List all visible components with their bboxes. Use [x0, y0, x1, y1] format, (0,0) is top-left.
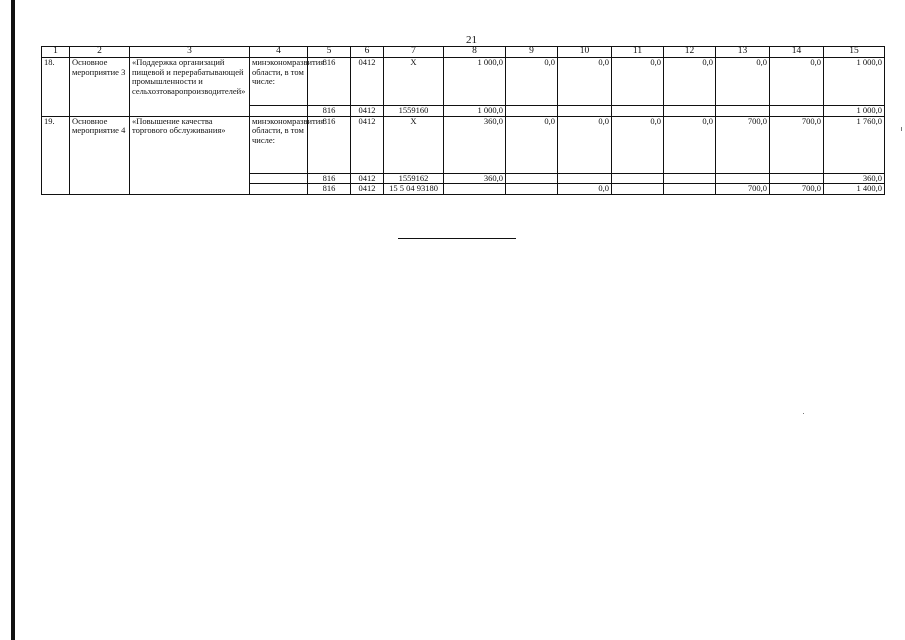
- total-cell: 1 000,0: [824, 106, 885, 117]
- total-cell: 1 000,0: [824, 58, 885, 106]
- amount-cell: 1 000,0: [444, 106, 506, 117]
- grbs-code: 816: [308, 184, 351, 195]
- amount-cell: 0,0: [558, 58, 612, 106]
- amount-cell: 0,0: [506, 58, 558, 106]
- amount-cell: [558, 173, 612, 184]
- target-article: Х: [384, 116, 444, 173]
- amount-cell: [506, 173, 558, 184]
- amount-cell: 0,0: [558, 184, 612, 195]
- header-cell: 7: [384, 47, 444, 58]
- amount-cell: 700,0: [716, 116, 770, 173]
- executor: минэкономразвития области, в том числе:: [250, 116, 308, 173]
- amount-cell: 0,0: [558, 116, 612, 173]
- executor-empty: [250, 106, 308, 117]
- header-cell: 8: [444, 47, 506, 58]
- amount-cell: [612, 184, 664, 195]
- amount-cell: [770, 173, 824, 184]
- header-cell: 5: [308, 47, 351, 58]
- header-cell: 1: [42, 47, 70, 58]
- target-article: 1559160: [384, 106, 444, 117]
- amount-cell: 360,0: [444, 116, 506, 173]
- executor-empty: [250, 173, 308, 184]
- measure-description: «Поддержка организаций пищевой и перерабатывающей промышленности и сельхозтоваропроизводителей»: [130, 58, 250, 117]
- total-cell: 1 760,0: [824, 116, 885, 173]
- row-number: 18.: [42, 58, 70, 117]
- amount-cell: 0,0: [506, 116, 558, 173]
- scan-speck: [901, 127, 902, 131]
- grbs-code: 816: [308, 58, 351, 106]
- amount-cell: 0,0: [716, 58, 770, 106]
- header-cell: 10: [558, 47, 612, 58]
- end-of-table-rule: [398, 238, 516, 239]
- row-number: 19.: [42, 116, 70, 194]
- amount-cell: 700,0: [770, 184, 824, 195]
- amount-cell: 0,0: [612, 58, 664, 106]
- binding-edge-bar: [11, 0, 15, 640]
- total-cell: 1 400,0: [824, 184, 885, 195]
- amount-cell: [612, 173, 664, 184]
- executor-empty: [250, 184, 308, 195]
- amount-cell: [770, 106, 824, 117]
- section-code: 0412: [351, 173, 384, 184]
- header-cell: 3: [130, 47, 250, 58]
- amount-cell: [664, 106, 716, 117]
- section-code: 0412: [351, 184, 384, 195]
- grbs-code: 816: [308, 173, 351, 184]
- amount-cell: [612, 106, 664, 117]
- grbs-code: 816: [308, 116, 351, 173]
- amount-cell: 0,0: [664, 116, 716, 173]
- table-header-row: [42, 47, 885, 58]
- table-row: [42, 116, 885, 173]
- header-cell: 15: [824, 47, 885, 58]
- amount-cell: [506, 184, 558, 195]
- executor: минэкономразвития области, в том числе:: [250, 58, 308, 106]
- total-cell: 360,0: [824, 173, 885, 184]
- amount-cell: 0,0: [612, 116, 664, 173]
- section-code: 0412: [351, 106, 384, 117]
- section-code: 0412: [351, 58, 384, 106]
- page-number: 21: [466, 34, 477, 46]
- header-cell: 6: [351, 47, 384, 58]
- amount-cell: [664, 184, 716, 195]
- grbs-code: 816: [308, 106, 351, 117]
- header-cell: 2: [70, 47, 130, 58]
- amount-cell: [716, 106, 770, 117]
- header-cell: 12: [664, 47, 716, 58]
- measure-name: Основное мероприятие 3: [70, 58, 130, 117]
- amount-cell: 0,0: [664, 58, 716, 106]
- header-cell: 11: [612, 47, 664, 58]
- amount-cell: 1 000,0: [444, 58, 506, 106]
- table-row: [42, 58, 885, 106]
- amount-cell: [716, 173, 770, 184]
- target-article: 1559162: [384, 173, 444, 184]
- measure-description: «Повышение качества торгового обслуживания»: [130, 116, 250, 194]
- amount-cell: 700,0: [716, 184, 770, 195]
- amount-cell: [664, 173, 716, 184]
- amount-cell: 360,0: [444, 173, 506, 184]
- header-cell: 13: [716, 47, 770, 58]
- target-article: 15 5 04 93180: [384, 184, 444, 195]
- amount-cell: [558, 106, 612, 117]
- header-cell: 4: [250, 47, 308, 58]
- target-article: Х: [384, 58, 444, 106]
- scan-speck: [803, 413, 804, 414]
- header-cell: 9: [506, 47, 558, 58]
- section-code: 0412: [351, 116, 384, 173]
- amount-cell: [506, 106, 558, 117]
- budget-table: [41, 46, 885, 195]
- amount-cell: 700,0: [770, 116, 824, 173]
- measure-name: Основное мероприятие 4: [70, 116, 130, 194]
- header-cell: 14: [770, 47, 824, 58]
- amount-cell: [444, 184, 506, 195]
- amount-cell: 0,0: [770, 58, 824, 106]
